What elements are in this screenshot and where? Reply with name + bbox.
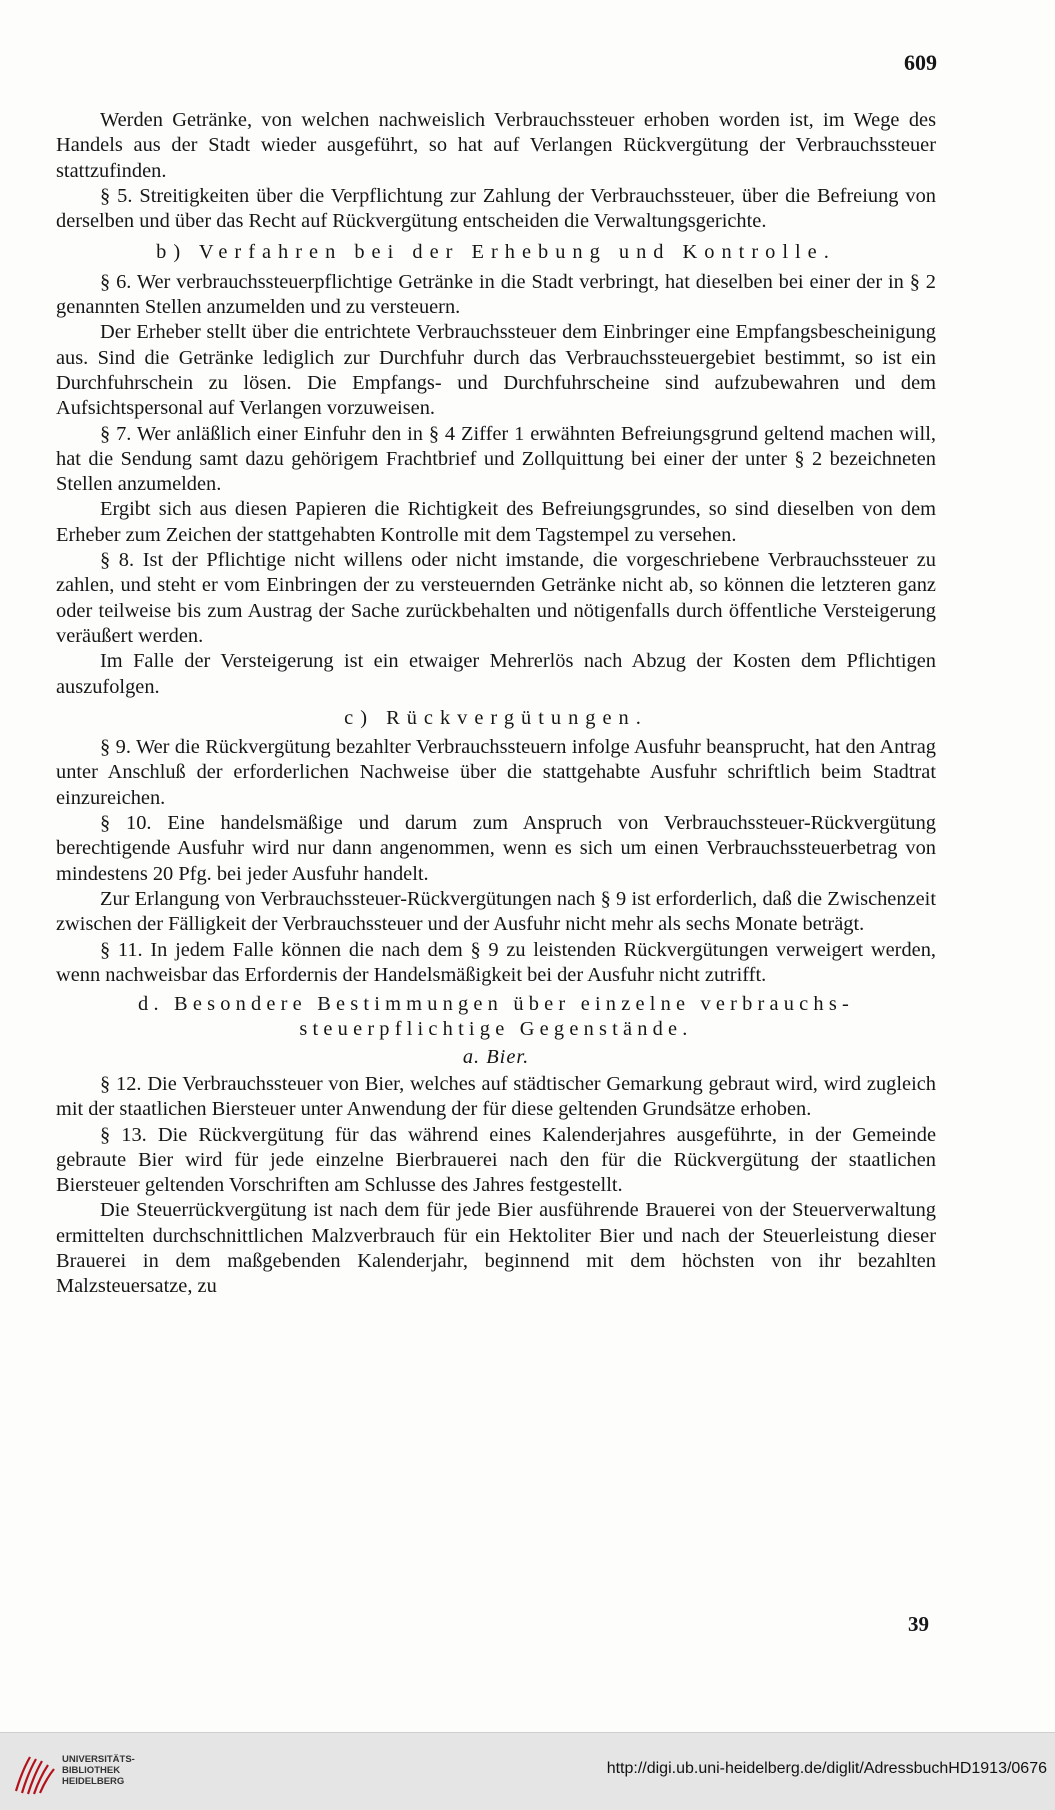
heading-c-refunds: c) Rückvergütungen. [344,706,648,729]
paragraph-section-9: § 9. Wer die Rückvergütung bezahlter Verbrauchssteuern infolge Ausfuhr beansprucht, hat den Antrag unter Anschluß der erforderlichen Nachweise über die stattgehabte Ausfuhr schriftlich beim Stadtrat einzureichen. [56,736,936,809]
paragraph: Ergibt sich aus diesen Papieren die Richtigkeit des Befreiungsgrundes, so sind dieselben von dem Erheber zum Zeichen der stattgehabten Kontrolle mit dem Tagstempel zu versehen. [56,498,936,546]
paragraph: Werden Getränke, von welchen nachweislich Verbrauchssteuer erhoben worden ist, im Wege des Handels aus der Stadt wieder ausgeführt, so hat auf Verlangen Rückvergütung der Verbrauchssteuer stattzufinden. [56,109,936,182]
paragraph: Der Erheber stellt über die entrichtete Verbrauchssteuer dem Einbringer eine Empfangsbescheinigung aus. Sind die Getränke lediglich zur Durchfuhr durch das Verbrauchssteuergebiet bestimmt, so ist ein Durchfuhrschein zu lösen. Die Empfangs- und Durchfuhrscheine sind aufzubewahren und dem Aufsichtspersonal auf Verlangen vorzuweisen. [56,321,936,420]
paragraph-section-13: § 13. Die Rückvergütung für das während eines Kalenderjahres ausgeführte, in der Gemeinde gebraute Bier wird für jede einzelne Bierbrauerei nach den für die Rückvergütung der staatlichen Biersteuer geltenden Vorschriften am Schlusse des Jahres festgestellt. [56,1123,936,1197]
paragraph-section-12: § 12. Die Verbrauchssteuer von Bier, welches auf städtischer Gemarkung gebraut wird, wird zugleich mit der staatlichen Biersteuer unter Anwendung der für diese geltenden Grundsätze erhoben. [56,1072,936,1121]
paragraph: Im Falle der Versteigerung ist ein etwaiger Mehrerlös nach Abzug der Kosten dem Pflichtigen auszufolgen. [56,650,936,698]
library-name [62,1754,135,1787]
paragraph-section-6: § 6. Wer verbrauchssteuerpflichtige Getränke in die Stadt verbringt, hat dieselben bei einer der in § 2 genannten Stellen anzumelden und zu versteuern. [56,270,936,319]
library-logo-icon [12,1747,60,1797]
library-name-line: HEIDELBERG [62,1776,125,1787]
paragraph: Zur Erlangung von Verbrauchssteuer-Rückvergütungen nach § 9 ist erforderlich, daß die Zwischenzeit zwischen der Fälligkeit der Verbrauchssteuer und der Ausfuhr nicht mehr als sechs Monate beträgt. [56,887,936,936]
library-name-line: BIBLIOTHEK [62,1765,121,1776]
paragraph-section-5: § 5. Streitigkeiten über die Verpflichtung zur Zahlung der Verbrauchssteuer, über die Befreiung von derselben und über das Recht auf Rückvergütung entscheiden die Verwaltungsgerichte. [56,184,936,233]
heading-d-line-2: steuerpflichtige Gegenstände. [299,1018,693,1041]
library-name-line: UNIVERSITÄTS- [62,1754,135,1765]
paragraph-section-11: § 11. In jedem Falle können die nach dem § 9 zu leistenden Rückvergütungen verweigert werden, wenn nachweisbar das Erfordernis der Handelsmäßigkeit bei der Ausfuhr nicht zutrifft. [56,938,936,986]
heading-d-line-1: d. Besondere Bestimmungen über einzelne verbrauchs- [138,993,854,1016]
paragraph-section-10: § 10. Eine handelsmäßige und darum zum Anspruch von Verbrauchssteuer-Rückvergütung berechtigende Ausfuhr wird nur dann angenommen, wenn es sich um einen Verbrauchssteuerbetrag von mindestens 20 Pfg. bei jeder Ausfuhr handelt. [56,812,936,885]
heading-d-special-provisions [56,992,936,1043]
signature-mark: 39 [908,1612,929,1636]
heading-b-procedure: b) Verfahren bei der Erhebung und Kontrolle. [156,241,836,264]
page-number: 609 [904,50,937,75]
permalink-url[interactable]: http://digi.ub.uni-heidelberg.de/diglit/AdressbuchHD1913/0676 [606,1760,1047,1777]
body-text [56,108,936,1300]
heading-beer: a. Bier. [462,1045,530,1068]
paragraph-section-7: § 7. Wer anläßlich einer Einfuhr den in § 4 Ziffer 1 erwähnten Befreiungsgrund geltend machen will, hat die Sendung samt dazu gehörigem Frachtbrief und Zollquittung bei einer der unter § 2 bezeichneten Stellen anzumelden. [56,422,936,496]
paragraph: Die Steuerrückvergütung ist nach dem für jede Bier ausführende Brauerei von der Steuerverwaltung ermittelten durchschnittlichen Malzverbrauch für ein Hektoliter Bier und nach der Steuerleistung dieser Brauerei in dem maßgebenden Kalenderjahr, beginnend mit dem höchsten von ihr bezahlten Malzsteuersatze, zu [56,1199,936,1298]
footer-bar [0,1732,1055,1810]
paragraph-section-8: § 8. Ist der Pflichtige nicht willens oder nicht imstande, die vorgeschriebene Verbrauchssteuer zu zahlen, und steht er vom Einbringen der zu versteuernden Getränke nicht ab, so können die letzteren ganz oder teilweise bis zum Austrag der Sache zurückbehalten und nötigenfalls durch öffentliche Versteigerung veräußert werden. [56,549,936,647]
